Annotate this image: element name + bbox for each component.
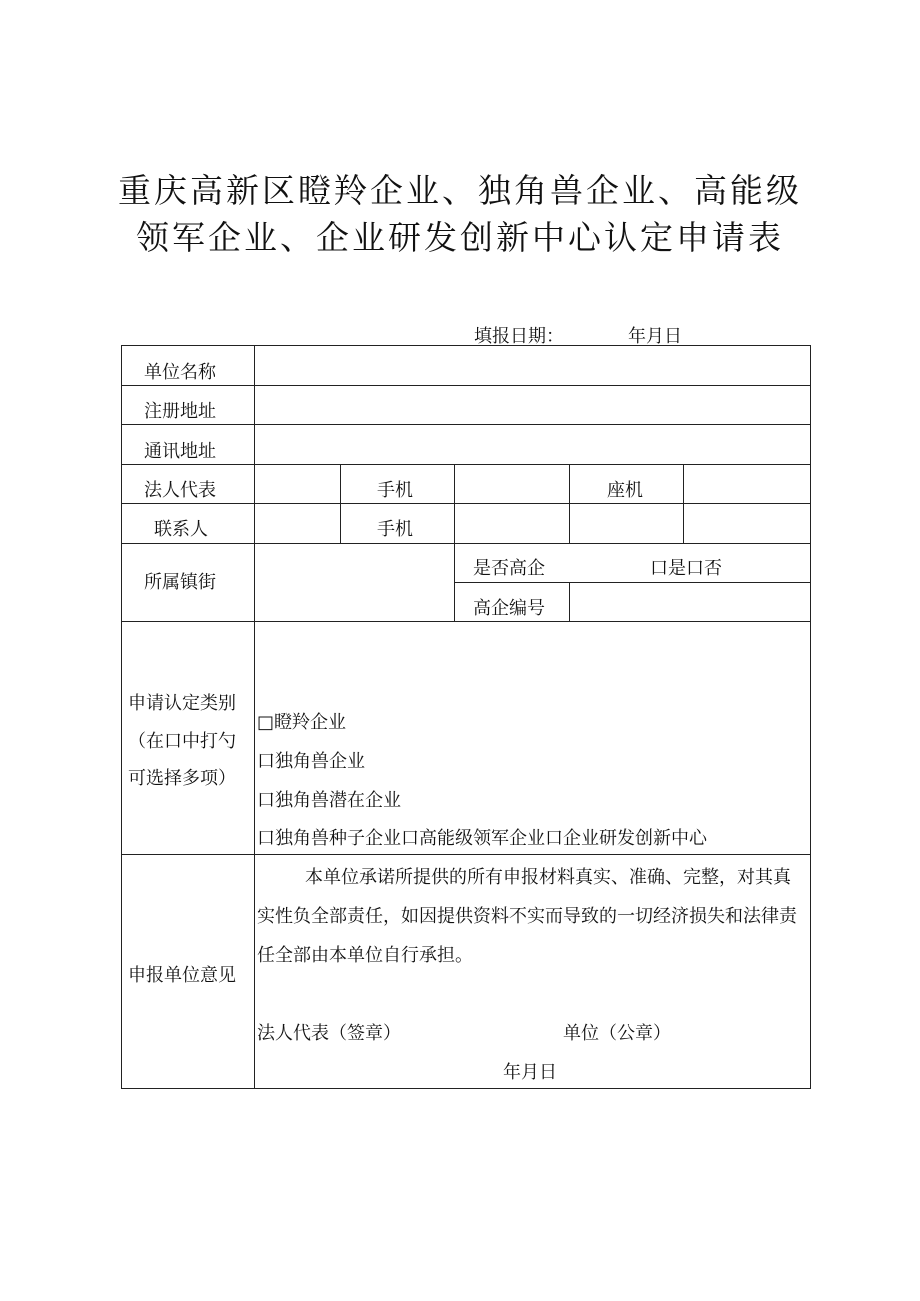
high-tech-number-field[interactable] (570, 583, 810, 621)
contact-mobile-label: 手机 (377, 519, 413, 540)
form-title-line-1: 重庆高新区瞪羚企业、独角兽企业、高能级 (118, 171, 802, 210)
category-option-seed-unicorn-leader-rd[interactable]: 口独角兽种子企业口高能级领军企业口企业研发创新中心 (257, 828, 707, 849)
legal-rep-landline-label: 座机 (607, 480, 643, 501)
fill-date-value[interactable]: 年月日 (628, 326, 682, 347)
registered-address-field[interactable] (255, 386, 810, 424)
fill-date-label: 填报日期： (474, 326, 564, 347)
category-label-line-1: 申请认定类别 (128, 693, 236, 714)
legal-rep-mobile-label: 手机 (377, 480, 413, 501)
street-field[interactable] (255, 544, 454, 621)
contact-mobile-field[interactable] (455, 504, 569, 543)
category-label-line-2: （在口中打勺 (128, 731, 236, 752)
category-option-gazelle[interactable]: □瞪羚企业 (257, 712, 347, 733)
application-form-table (121, 345, 811, 1089)
category-label-line-3: 可选择多项） (128, 768, 236, 789)
opinion-pledge: 本单位承诺所提供的所有申报材料真实、准确、完整，对其真实性负全部责任，如因提供资料不实而导致的一切经济损失和法律责任全部由本单位自行承担。 (257, 867, 797, 966)
opinion-label: 申报单位意见 (128, 965, 236, 986)
legal-rep-field[interactable] (255, 465, 340, 503)
opinion-date[interactable]: 年月日 (503, 1062, 557, 1083)
mailing-address-field[interactable] (255, 425, 810, 464)
unit-seal[interactable]: 单位（公章） (563, 1023, 671, 1044)
contact-field[interactable] (255, 504, 340, 543)
form-title-line-2: 领军企业、企业研发创新中心认定申请表 (136, 218, 784, 257)
legal-rep-label: 法人代表 (144, 480, 216, 501)
street-label: 所属镇街 (144, 572, 216, 593)
high-tech-options[interactable]: 口是口否 (650, 558, 722, 579)
category-option-potential-unicorn[interactable]: 口独角兽潜在企业 (257, 790, 401, 811)
unit-name-field[interactable] (255, 346, 810, 385)
registered-address-label: 注册地址 (144, 401, 216, 422)
high-tech-number-label: 高企编号 (473, 598, 545, 619)
legal-rep-landline-field[interactable] (684, 465, 810, 503)
high-tech-label: 是否高企 (473, 558, 545, 579)
mailing-address-label: 通讯地址 (144, 441, 216, 462)
category-option-unicorn[interactable]: 口独角兽企业 (257, 751, 365, 772)
unit-name-label: 单位名称 (144, 362, 216, 383)
contact-label: 联系人 (154, 519, 208, 540)
legal-rep-mobile-field[interactable] (455, 465, 569, 503)
legal-rep-signature[interactable]: 法人代表（签章） (257, 1023, 401, 1044)
